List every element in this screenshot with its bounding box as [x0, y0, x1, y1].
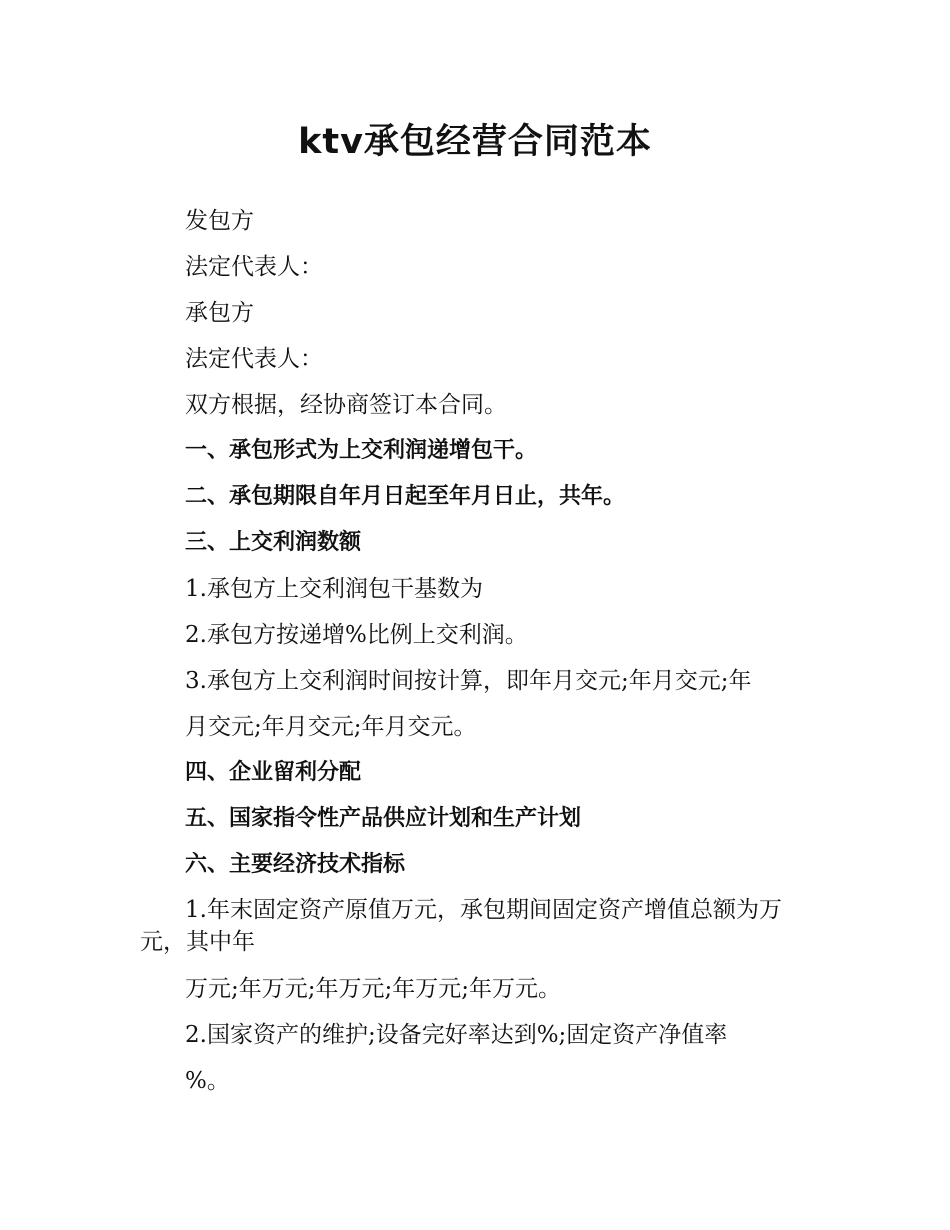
section-heading-1: 一、承包形式为上交利润递增包干。	[185, 438, 538, 463]
document-title: ktv承包经营合同范本	[298, 122, 652, 162]
section-heading-4: 四、企业留利分配	[185, 760, 362, 785]
section-heading-5: 五、国家指令性产品供应计划和生产计划	[185, 806, 582, 831]
list-item-6-1-continued: 万元;年万元;年万元;年万元;年万元。	[185, 976, 561, 1002]
paragraph-contractor-representative: 法定代表人：	[185, 346, 323, 372]
list-item-3-3: 3.承包方上交利润时间按计算，即年月交元;年月交元;年	[185, 668, 752, 694]
list-item-3-3-continued: 月交元;年月交元;年月交元。	[185, 714, 477, 740]
list-item-3-2: 2.承包方按递增%比例上交利润。	[185, 622, 528, 648]
paragraph-issuer: 发包方	[185, 208, 254, 234]
list-item-6-2-continued: %。	[185, 1068, 230, 1094]
paragraph-issuer-representative: 法定代表人：	[185, 254, 323, 280]
document-body	[140, 198, 810, 1104]
paragraph-contractor: 承包方	[185, 300, 254, 326]
paragraph-agreement-intro: 双方根据，经协商签订本合同。	[185, 392, 507, 418]
list-item-6-1: 1.年末固定资产原值万元，承包期间固定资产增值总额为万元，其中年	[140, 897, 782, 955]
section-heading-6: 六、主要经济技术指标	[185, 852, 406, 877]
section-heading-2: 二、承包期限自年月日起至年月日止，共年。	[185, 484, 626, 509]
list-item-3-1: 1.承包方上交利润包干基数为	[185, 576, 483, 602]
section-heading-3: 三、上交利润数额	[185, 530, 362, 555]
list-item-6-2: 2.国家资产的维护;设备完好率达到%;固定资产净值率	[185, 1022, 728, 1048]
